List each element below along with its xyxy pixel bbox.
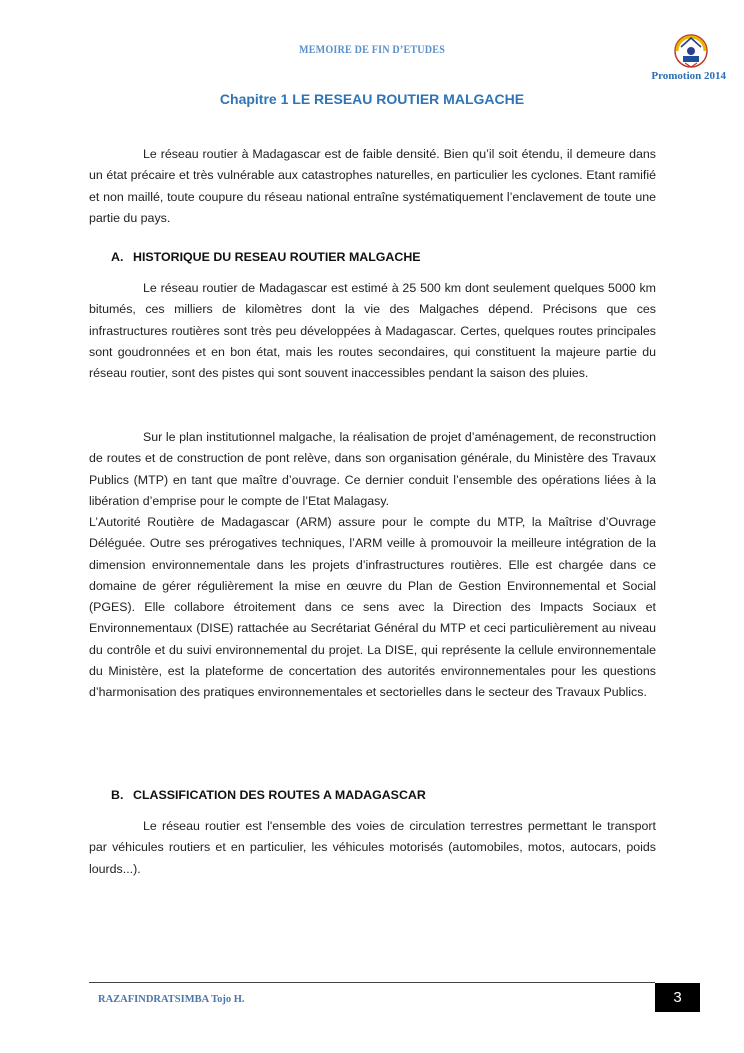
section-a-title: HISTORIQUE DU RESEAU ROUTIER MALGACHE — [133, 250, 421, 264]
chapter-title: Chapitre 1 LE RESEAU ROUTIER MALGACHE — [219, 91, 525, 107]
footer-author: RAZAFINDRATSIMBA Tojo H. — [98, 994, 245, 1005]
running-header-title: MEMOIRE DE FIN D’ETUDES — [298, 44, 446, 56]
promotion-label: Promotion 2014 — [651, 70, 726, 82]
section-a-paragraph-1: Le réseau routier de Madagascar est estimé à 25 500 km dont seulement quelques 5000 km bitumés, ces milliers de kilomètres dont la vie des Malgaches dépend. Précisons que ces infrastructures routières sont très peu développées à Madagascar. Certes, quelques routes principales sont goudronnées et en bon état, mais les routes secondaires, qui constituent la majeure partie du réseau routier, sont des pistes qui sont souvent inaccessibles pendant la saison des pluies. — [89, 281, 656, 381]
footer-divider — [89, 982, 655, 983]
section-b-title: CLASSIFICATION DES ROUTES A MADAGASCAR — [133, 788, 426, 802]
section-b-heading — [111, 788, 426, 802]
intro-paragraph: Le réseau routier à Madagascar est de faible densité. Bien qu’il soit étendu, il demeure dans un état précaire et très vulnérable aux catastrophes naturelles, en particulier les cyclones. Etant ramifié et non maillé, toute coupure du réseau national entraîne systématiquement l’enclavement de toute une partie du pays. — [89, 147, 656, 225]
section-a-paragraph-3: L’Autorité Routière de Madagascar (ARM) assure pour le compte du MTP, la Maîtrise d’Ouvrage Déléguée. Outre ses prérogatives techniques, l’ARM veille à promouvoir la meilleure intégration de la dimension environnementale dans les projets d’infrastructures routières. Elle est chargée dans ce domaine de gérer régulièrement la mise en œuvre du Plan de Gestion Environnemental et Social (PGES). Elle collabore étroitement dans ce sens avec la Direction des Impacts Sociaux et Environnementaux (DISE) rattachée au Secrétariat Général du MTP et ceci particulièrement au niveau du contrôle et du suivi environnemental du projet. La DISE, qui représente la cellule environnementale du Ministère, est la plateforme de concertation des autorités environnementales pour les questions d’harmonisation des pratiques environnementales et sectorielles dans le secteur des Travaux Publics. — [89, 515, 656, 700]
section-b-paragraph-1: Le réseau routier est l'ensemble des voies de circulation terrestres permettant le transport par véhicules routiers et en particulier, les véhicules motorisés (automobiles, motos, autocars, poids lourds...). — [89, 819, 656, 876]
section-a-letter: A. — [111, 250, 124, 264]
page-number: 3 — [655, 983, 700, 1012]
section-b-letter: B. — [111, 788, 124, 802]
section-a-heading — [111, 250, 421, 264]
section-a-paragraph-2: Sur le plan institutionnel malgache, la réalisation de projet d’aménagement, de reconstruction de routes et de construction de pont relève, dans son organisation générale, du Ministère des Travaux Publics (MTP) en tant que maître d’ouvrage. Ce dernier conduit l’ensemble des opérations liées à la libération d’emprise pour le compte de l’Etat Malagasy. — [89, 430, 656, 508]
school-emblem-icon — [673, 33, 709, 69]
